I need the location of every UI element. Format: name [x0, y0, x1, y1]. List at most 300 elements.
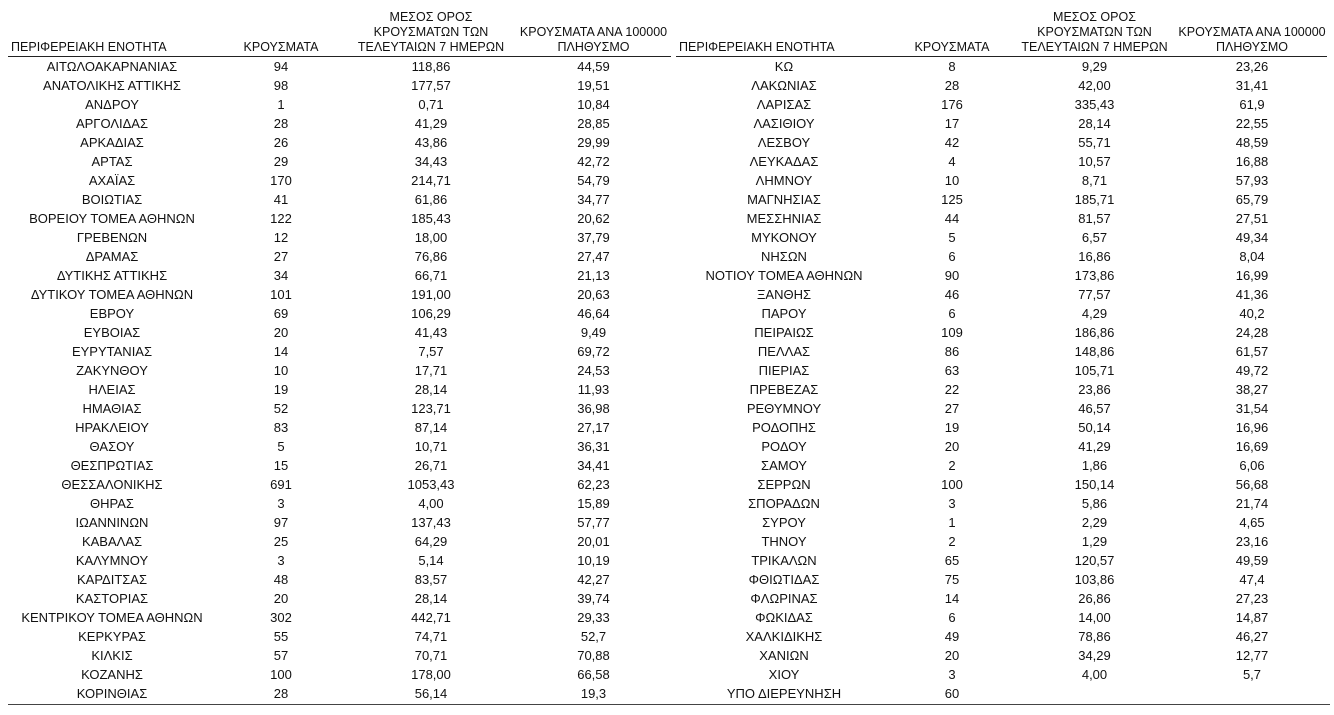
- table-row: [676, 532, 1327, 551]
- per100k-cell: 20,62: [577, 211, 610, 226]
- region-name-cell: ΦΩΚΙΔΑΣ: [755, 610, 813, 625]
- avg7-cell: 173,86: [1074, 268, 1115, 283]
- regional-cases-table-left: [8, 10, 671, 703]
- cases-cell: 4: [948, 154, 956, 169]
- region-name-cell: ΚΑΛΥΜΝΟΥ: [75, 553, 149, 568]
- cases-cell: 20: [273, 591, 289, 606]
- avg7-cell: 1,86: [1081, 458, 1108, 473]
- cases-cell: 55: [273, 629, 289, 644]
- avg7-cell: 18,00: [414, 230, 448, 245]
- region-name-cell: ΞΑΝΘΗΣ: [756, 287, 812, 302]
- avg7-cell: 56,14: [414, 686, 448, 701]
- region-name-cell: ΘΕΣΠΡΩΤΙΑΣ: [70, 458, 154, 473]
- cases-cell: 26: [273, 135, 289, 150]
- region-name-cell: ΣΕΡΡΩΝ: [757, 477, 811, 492]
- cases-cell: 14: [273, 344, 289, 359]
- per100k-cell: 23,26: [1235, 59, 1269, 74]
- cases-cell: 3: [948, 496, 956, 511]
- avg7-cell: 23,86: [1078, 382, 1111, 397]
- per100k-cell: 46,64: [577, 306, 610, 321]
- cases-cell: 170: [270, 173, 292, 188]
- avg7-cell: 26,71: [414, 458, 448, 473]
- avg7-cell: 10,57: [1078, 154, 1111, 169]
- cases-cell: 28: [944, 78, 960, 93]
- cases-cell: 90: [944, 268, 960, 283]
- cases-cell: 27: [273, 249, 289, 264]
- region-name-cell: ΚΟΖΑΝΗΣ: [81, 667, 143, 682]
- avg7-cell: 28,14: [414, 382, 448, 397]
- avg7-cell: 5,86: [1081, 496, 1108, 511]
- table-row: [8, 589, 671, 608]
- header-cases-per-100k: ΚΡΟΥΣΜΑΤΑ ΑΝΑ 100000 ΠΛΗΘΥΣΜΟ: [1177, 10, 1327, 57]
- avg7-cell: 42,00: [1078, 78, 1111, 93]
- table-header-row: [676, 10, 1327, 57]
- cases-cell: 100: [941, 477, 963, 492]
- region-name-cell: ΑΡΓΟΛΙΔΑΣ: [75, 116, 149, 131]
- per100k-cell: 44,59: [577, 59, 610, 74]
- per100k-cell: 16,69: [1235, 439, 1269, 454]
- cases-cell: 125: [941, 192, 963, 207]
- table-row: [676, 513, 1327, 532]
- region-name-cell: ΒΟΙΩΤΙΑΣ: [81, 192, 143, 207]
- cases-cell: 97: [273, 515, 289, 530]
- per100k-cell: 15,89: [577, 496, 610, 511]
- region-name-cell: ΛΗΜΝΟΥ: [755, 173, 813, 188]
- region-name-cell: ΔΥΤΙΚΟΥ ΤΟΜΕΑ ΑΘΗΝΩΝ: [30, 287, 194, 302]
- cases-cell: 94: [273, 59, 289, 74]
- avg7-cell: 185,71: [1074, 192, 1115, 207]
- avg7-cell: 150,14: [1074, 477, 1115, 492]
- per100k-cell: 12,77: [1235, 648, 1269, 663]
- per100k-cell: 21,74: [1235, 496, 1269, 511]
- table-row: [676, 646, 1327, 665]
- avg7-cell: [1012, 684, 1177, 703]
- region-name-cell: ΚΩ: [774, 59, 794, 74]
- avg7-cell: 105,71: [1074, 363, 1115, 378]
- table-row: [8, 494, 671, 513]
- table-row: [8, 285, 671, 304]
- avg7-cell: 70,71: [414, 648, 448, 663]
- table-row: [8, 551, 671, 570]
- region-name-cell: ΤΗΝΟΥ: [761, 534, 807, 549]
- avg7-cell: 9,29: [1081, 59, 1108, 74]
- table-row: [676, 323, 1327, 342]
- region-name-cell: ΜΑΓΝΗΣΙΑΣ: [747, 192, 821, 207]
- per100k-cell: 19,3: [580, 686, 607, 701]
- per100k-cell: 37,79: [577, 230, 610, 245]
- per100k-cell: 57,77: [577, 515, 610, 530]
- avg7-cell: 50,14: [1078, 420, 1111, 435]
- header-region: ΠΕΡΙΦΕΡΕΙΑΚΗ ΕΝΟΤΗΤΑ: [676, 10, 892, 57]
- region-name-cell: ΑΝΑΤΟΛΙΚΗΣ ΑΤΤΙΚΗΣ: [43, 78, 181, 93]
- table-row: [676, 76, 1327, 95]
- per100k-cell: 38,27: [1235, 382, 1269, 397]
- cases-cell: 109: [941, 325, 963, 340]
- table-row: [676, 266, 1327, 285]
- per100k-cell: 23,16: [1235, 534, 1269, 549]
- region-name-cell: ΛΑΚΩΝΙΑΣ: [751, 78, 817, 93]
- table-row: [676, 95, 1327, 114]
- per100k-cell: 40,2: [1239, 306, 1265, 321]
- region-name-cell: ΠΕΛΛΑΣ: [757, 344, 811, 359]
- per100k-cell: 16,99: [1235, 268, 1269, 283]
- cases-cell: 3: [277, 496, 285, 511]
- table-row: [676, 399, 1327, 418]
- region-name-cell: ΚΙΛΚΙΣ: [91, 648, 133, 663]
- avg7-cell: 186,86: [1074, 325, 1115, 340]
- cases-cell: 1: [277, 97, 285, 112]
- table-row: [8, 475, 671, 494]
- avg7-cell: 1053,43: [407, 477, 455, 492]
- table-row: [676, 209, 1327, 228]
- per100k-cell: 52,7: [580, 629, 607, 644]
- cases-cell: 6: [948, 610, 956, 625]
- region-name-cell: ΜΥΚΟΝΟΥ: [751, 230, 817, 245]
- table-row: [8, 342, 671, 361]
- table-row: [8, 266, 671, 285]
- per100k-cell: 24,53: [577, 363, 610, 378]
- avg7-cell: 4,29: [1081, 306, 1108, 321]
- region-name-cell: ΓΡΕΒΕΝΩΝ: [76, 230, 148, 245]
- cases-cell: 20: [273, 325, 289, 340]
- avg7-cell: 28,14: [414, 591, 448, 606]
- per100k-cell: 9,49: [580, 325, 607, 340]
- table-row: [8, 76, 671, 95]
- table-row: [676, 589, 1327, 608]
- avg7-cell: 77,57: [1078, 287, 1111, 302]
- region-name-cell: ΛΑΡΙΣΑΣ: [756, 97, 812, 112]
- per100k-cell: 27,23: [1235, 591, 1269, 606]
- cases-cell: 27: [944, 401, 960, 416]
- table-row: [8, 323, 671, 342]
- table-row: [8, 418, 671, 437]
- region-name-cell: ΘΕΣΣΑΛΟΝΙΚΗΣ: [61, 477, 163, 492]
- table-row: [676, 152, 1327, 171]
- table-row: [676, 475, 1327, 494]
- regional-cases-table-right: [676, 10, 1327, 703]
- avg7-cell: 148,86: [1074, 344, 1115, 359]
- table-row: [8, 304, 671, 323]
- region-name-cell: ΑΧΑΪΑΣ: [88, 173, 136, 188]
- table-row: [676, 304, 1327, 323]
- cases-cell: 8: [948, 59, 956, 74]
- region-name-cell: ΛΕΥΚΑΔΑΣ: [749, 154, 819, 169]
- region-name-cell: ΒΟΡΕΙΟΥ ΤΟΜΕΑ ΑΘΗΝΩΝ: [29, 211, 195, 226]
- table-row: [676, 551, 1327, 570]
- table-row: [676, 570, 1327, 589]
- cases-cell: 10: [273, 363, 289, 378]
- cases-cell: 3: [277, 553, 285, 568]
- table-row: [676, 608, 1327, 627]
- avg7-cell: 335,43: [1074, 97, 1115, 112]
- cases-cell: 42: [944, 135, 960, 150]
- per100k-cell: 27,17: [577, 420, 610, 435]
- cases-cell: 49: [944, 629, 960, 644]
- per100k-cell: 20,63: [577, 287, 610, 302]
- per100k-cell: 39,74: [577, 591, 610, 606]
- region-name-cell: ΑΡΚΑΔΙΑΣ: [80, 135, 144, 150]
- table-row: [676, 247, 1327, 266]
- per100k-cell: 47,4: [1239, 572, 1265, 587]
- table-row: [8, 627, 671, 646]
- per100k-cell: 11,93: [577, 382, 610, 397]
- region-name-cell: ΚΕΡΚΥΡΑΣ: [78, 629, 146, 644]
- table-row: [676, 418, 1327, 437]
- cases-cell: 46: [944, 287, 960, 302]
- table-row: [676, 171, 1327, 190]
- cases-cell: 41: [273, 192, 289, 207]
- avg7-cell: 64,29: [414, 534, 448, 549]
- table-row: [8, 114, 671, 133]
- avg7-cell: 34,29: [1078, 648, 1111, 663]
- cases-cell: 28: [273, 686, 289, 701]
- region-name-cell: ΦΛΩΡΙΝΑΣ: [750, 591, 818, 606]
- cases-cell: 6: [948, 306, 956, 321]
- per100k-cell: 69,72: [577, 344, 610, 359]
- avg7-cell: 1,29: [1081, 534, 1108, 549]
- avg7-cell: 78,86: [1078, 629, 1111, 644]
- cases-cell: 65: [944, 553, 960, 568]
- table-row: [676, 361, 1327, 380]
- table-row: [676, 57, 1327, 77]
- per100k-cell: 5,7: [1242, 667, 1262, 682]
- region-name-cell: ΘΑΣΟΥ: [89, 439, 135, 454]
- region-name-cell: ΡΕΘΥΜΝΟΥ: [746, 401, 822, 416]
- table-row: [676, 456, 1327, 475]
- cases-cell: 57: [273, 648, 289, 663]
- cases-cell: 691: [270, 477, 292, 492]
- table-row: [8, 152, 671, 171]
- cases-cell: 2: [948, 534, 956, 549]
- region-name-cell: ΛΕΣΒΟΥ: [757, 135, 811, 150]
- region-name-cell: ΡΟΔΟΠΗΣ: [752, 420, 816, 435]
- region-name-cell: ΠΡΕΒΕΖΑΣ: [749, 382, 819, 397]
- cases-cell: 5: [277, 439, 285, 454]
- table-row: [8, 646, 671, 665]
- table-row: [8, 532, 671, 551]
- cases-cell: 14: [944, 591, 960, 606]
- per100k-cell: 49,34: [1235, 230, 1269, 245]
- per100k-cell: [1177, 684, 1327, 703]
- cases-cell: 34: [273, 268, 289, 283]
- per100k-cell: 20,01: [577, 534, 610, 549]
- avg7-cell: 178,00: [411, 667, 451, 682]
- cases-cell: 20: [944, 439, 960, 454]
- region-name-cell: ΦΘΙΩΤΙΔΑΣ: [748, 572, 820, 587]
- avg7-cell: 41,43: [414, 325, 448, 340]
- region-name-cell: ΜΕΣΣΗΝΙΑΣ: [746, 211, 822, 226]
- header-7day-average: ΜΕΣΟΣ ΟΡΟΣ ΚΡΟΥΣΜΑΤΩΝ ΤΩΝ ΤΕΛΕΥΤΑΙΩΝ 7 ΗΜΕΡΩΝ: [1012, 10, 1177, 57]
- table-row: [676, 494, 1327, 513]
- avg7-cell: 61,86: [414, 192, 448, 207]
- region-name-cell: ΗΛΕΙΑΣ: [88, 382, 136, 397]
- per100k-cell: 66,58: [577, 667, 610, 682]
- table-row: [676, 437, 1327, 456]
- avg7-cell: 185,43: [411, 211, 451, 226]
- region-name-cell: ΠΑΡΟΥ: [761, 306, 807, 321]
- region-name-cell: ΚΕΝΤΡΙΚΟΥ ΤΟΜΕΑ ΑΘΗΝΩΝ: [21, 610, 203, 625]
- per100k-cell: 36,98: [577, 401, 610, 416]
- per100k-cell: 36,31: [577, 439, 610, 454]
- avg7-cell: 28,14: [1078, 116, 1111, 131]
- cases-cell: 17: [944, 116, 960, 131]
- region-name-cell: ΗΡΑΚΛΕΙΟΥ: [75, 420, 149, 435]
- cases-cell: 52: [273, 401, 289, 416]
- header-cases: ΚΡΟΥΣΜΑΤΑ: [892, 10, 1012, 57]
- table-row: [8, 437, 671, 456]
- cases-cell: 6: [948, 249, 956, 264]
- cases-cell: 28: [273, 116, 289, 131]
- cases-cell: 101: [270, 287, 292, 302]
- cases-cell: 302: [270, 610, 292, 625]
- table-row: [8, 665, 671, 684]
- header-cases: ΚΡΟΥΣΜΑΤΑ: [216, 10, 346, 57]
- per100k-cell: 10,84: [577, 97, 610, 112]
- avg7-cell: 442,71: [411, 610, 451, 625]
- per100k-cell: 65,79: [1235, 192, 1269, 207]
- avg7-cell: 7,57: [418, 344, 444, 359]
- table-row: [676, 190, 1327, 209]
- region-name-cell: ΙΩΑΝΝΙΝΩΝ: [75, 515, 149, 530]
- region-name-cell: ΠΕΙΡΑΙΩΣ: [754, 325, 814, 340]
- region-name-cell: ΡΟΔΟΥ: [761, 439, 807, 454]
- region-name-cell: ΑΙΤΩΛΟΑΚΑΡΝΑΝΙΑΣ: [46, 59, 178, 74]
- table-row: [8, 171, 671, 190]
- region-name-cell: ΣΥΡΟΥ: [762, 515, 806, 530]
- table-row: [8, 380, 671, 399]
- cases-cell: 60: [944, 686, 960, 701]
- per100k-cell: 8,04: [1239, 249, 1265, 264]
- avg7-cell: 14,00: [1078, 610, 1111, 625]
- per100k-cell: 46,27: [1235, 629, 1269, 644]
- avg7-cell: 74,71: [414, 629, 448, 644]
- table-row: [8, 95, 671, 114]
- avg7-cell: 83,57: [414, 572, 448, 587]
- per100k-cell: 29,33: [577, 610, 610, 625]
- avg7-cell: 177,57: [411, 78, 451, 93]
- avg7-cell: 214,71: [411, 173, 451, 188]
- per100k-cell: 34,77: [577, 192, 610, 207]
- cases-cell: 19: [944, 420, 960, 435]
- table-row: [8, 57, 671, 77]
- per100k-cell: 16,88: [1235, 154, 1269, 169]
- per100k-cell: 42,27: [577, 572, 610, 587]
- per100k-cell: 31,41: [1235, 78, 1269, 93]
- region-name-cell: ΚΑΡΔΙΤΣΑΣ: [76, 572, 148, 587]
- region-name-cell: ΕΥΡΥΤΑΝΙΑΣ: [71, 344, 153, 359]
- avg7-cell: 81,57: [1078, 211, 1111, 226]
- region-name-cell: ΣΑΜΟΥ: [761, 458, 807, 473]
- cases-cell: 10: [944, 173, 960, 188]
- region-name-cell: ΚΑΒΑΛΑΣ: [81, 534, 143, 549]
- header-region: ΠΕΡΙΦΕΡΕΙΑΚΗ ΕΝΟΤΗΤΑ: [8, 10, 216, 57]
- avg7-cell: 118,86: [411, 59, 451, 74]
- region-name-cell: ΑΡΤΑΣ: [91, 154, 133, 169]
- avg7-cell: 2,29: [1081, 515, 1108, 530]
- region-name-cell: ΝΗΣΩΝ: [761, 249, 807, 264]
- region-name-cell: ΕΥΒΟΙΑΣ: [83, 325, 141, 340]
- table-row: [8, 608, 671, 627]
- cases-cell: 15: [273, 458, 289, 473]
- avg7-cell: 103,86: [1074, 572, 1115, 587]
- avg7-cell: 4,00: [1081, 667, 1108, 682]
- cases-cell: 122: [270, 211, 292, 226]
- table-row: [8, 399, 671, 418]
- per100k-cell: 42,72: [577, 154, 610, 169]
- region-name-cell: ΧΙΟΥ: [768, 667, 800, 682]
- avg7-cell: 6,57: [1081, 230, 1108, 245]
- table-row: [8, 570, 671, 589]
- table-header-row: [8, 10, 671, 57]
- table-row: [676, 228, 1327, 247]
- per100k-cell: 24,28: [1235, 325, 1269, 340]
- avg7-cell: 17,71: [414, 363, 448, 378]
- per100k-cell: 57,93: [1235, 173, 1269, 188]
- table-row: [676, 114, 1327, 133]
- per100k-cell: 10,19: [577, 553, 610, 568]
- per100k-cell: 21,13: [577, 268, 610, 283]
- per100k-cell: 49,72: [1235, 363, 1269, 378]
- region-name-cell: ΗΜΑΘΙΑΣ: [82, 401, 142, 416]
- cases-cell: 69: [273, 306, 289, 321]
- header-cases-per-100k: ΚΡΟΥΣΜΑΤΑ ΑΝΑ 100000 ΠΛΗΘΥΣΜΟ: [516, 10, 671, 57]
- avg7-cell: 106,29: [411, 306, 451, 321]
- avg7-cell: 123,71: [411, 401, 451, 416]
- cases-cell: 86: [944, 344, 960, 359]
- cases-cell: 98: [273, 78, 289, 93]
- avg7-cell: 5,14: [418, 553, 444, 568]
- per100k-cell: 28,85: [577, 116, 610, 131]
- per100k-cell: 16,96: [1235, 420, 1269, 435]
- region-name-cell: ΛΑΣΙΘΙΟΥ: [753, 116, 815, 131]
- region-name-cell: ΥΠΟ ΔΙΕΡΕΥΝΗΣΗ: [726, 686, 842, 701]
- avg7-cell: 120,57: [1074, 553, 1115, 568]
- per100k-cell: 70,88: [577, 648, 610, 663]
- cases-cell: 25: [273, 534, 289, 549]
- cases-cell: 44: [944, 211, 960, 226]
- table-row: [676, 380, 1327, 399]
- table-row: [676, 285, 1327, 304]
- table-row: [8, 456, 671, 475]
- per100k-cell: 6,06: [1239, 458, 1265, 473]
- avg7-cell: 26,86: [1078, 591, 1111, 606]
- cases-cell: 48: [273, 572, 289, 587]
- table-row: [8, 513, 671, 532]
- per100k-cell: 4,65: [1239, 515, 1265, 530]
- region-name-cell: ΖΑΚΥΝΘΟΥ: [76, 363, 148, 378]
- table-row: [676, 665, 1327, 684]
- per100k-cell: 22,55: [1235, 116, 1269, 131]
- table-row: [8, 190, 671, 209]
- bottom-divider: [8, 704, 1330, 705]
- cases-cell: 176: [941, 97, 963, 112]
- region-name-cell: ΝΟΤΙΟΥ ΤΟΜΕΑ ΑΘΗΝΩΝ: [705, 268, 863, 283]
- region-name-cell: ΧΑΝΙΩΝ: [759, 648, 809, 663]
- avg7-cell: 66,71: [414, 268, 448, 283]
- region-name-cell: ΑΝΔΡΟΥ: [85, 97, 139, 112]
- table-row: [676, 342, 1327, 361]
- avg7-cell: 8,71: [1081, 173, 1108, 188]
- region-name-cell: ΔΡΑΜΑΣ: [85, 249, 139, 264]
- avg7-cell: 55,71: [1078, 135, 1111, 150]
- avg7-cell: 87,14: [414, 420, 448, 435]
- per100k-cell: 14,87: [1235, 610, 1269, 625]
- table-row: [676, 684, 1327, 703]
- avg7-cell: 41,29: [1078, 439, 1111, 454]
- per100k-cell: 27,51: [1235, 211, 1269, 226]
- cases-cell: 63: [944, 363, 960, 378]
- table-row: [676, 627, 1327, 646]
